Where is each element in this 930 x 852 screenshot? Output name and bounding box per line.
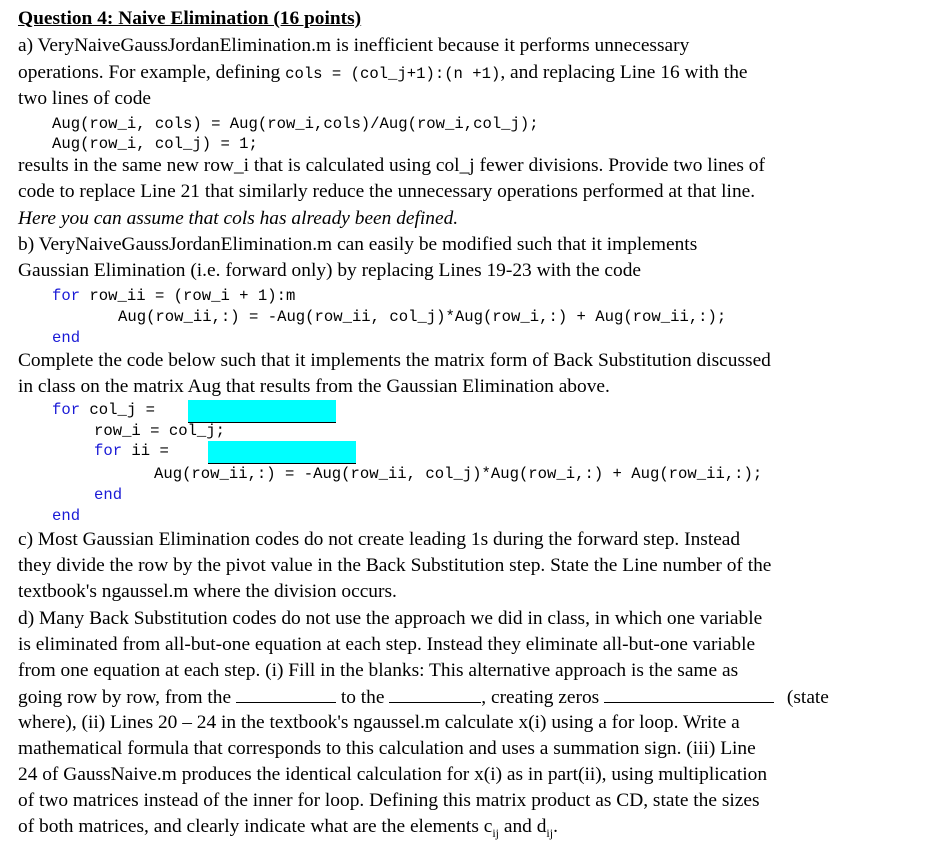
subscript-c-ij: ij (492, 825, 499, 840)
code-line-aug-one: Aug(row_i, col_j) = 1; (52, 135, 258, 153)
part-d-line-4-text-c: , creating zeros (481, 687, 600, 708)
code-keyword-for-inner: for (94, 442, 123, 460)
part-a-line-1: a) VeryNaiveGaussJordanElimination.m is inefficient because it performs unnecessary (18, 35, 690, 56)
part-a-line-2-text-end: , and replacing Line 16 with the (500, 62, 748, 83)
code-for-col-j (52, 400, 155, 421)
part-c-line-1: c) Most Gaussian Elimination codes do not create leading 1s during the forward step. Instead (18, 529, 741, 550)
part-d-line-9-text-c: . (553, 816, 558, 837)
part-d-line-2: is eliminated from all-but-one equation at each step. Instead they eliminate all-but-one variable (18, 634, 756, 655)
part-a-line-2-text: operations. For example, defining (18, 62, 286, 83)
code-row-i-assign: row_i = col_j; (94, 422, 226, 440)
part-d-line-9-text-a: of both matrices, and clearly indicate what are the elements c (18, 816, 493, 837)
part-d-line-5: where), (ii) Lines 20 – 24 in the textbook's ngaussel.m calculate x(i) using a for loop. Write a (18, 712, 740, 733)
subscript-d-ij: ij (546, 825, 554, 840)
part-d-line-6: mathematical formula that corresponds to this calculation and uses a summation sign. (iii) Line (18, 738, 756, 759)
part-d-line-9-text-b: and d (499, 816, 547, 837)
code-end-outer: end (52, 507, 81, 525)
fill-blank-from[interactable] (236, 684, 336, 703)
part-d-line-4 (18, 684, 829, 711)
code-for-ii-rest: ii = (122, 442, 169, 460)
code-keyword-for: for (52, 287, 81, 305)
part-c-line-2: they divide the row by the pivot value in the Back Substitution step. State the Line number of the (18, 555, 772, 576)
fill-blank-col-j-range[interactable] (188, 400, 336, 423)
code-for-col-j-rest: col_j = (80, 401, 155, 419)
part-d-line-8: of two matrices instead of the inner for loop. Defining this matrix product as CD, state the sizes (18, 790, 760, 811)
part-d-line-1: d) Many Back Substitution codes do not use the approach we did in class, in which one variable (18, 608, 763, 629)
fill-blank-ii-range[interactable] (208, 441, 356, 464)
code-elimination-body: Aug(row_ii,:) = -Aug(row_ii, col_j)*Aug(row_i,:) + Aug(row_ii,:); (118, 308, 727, 326)
fill-blank-to[interactable] (389, 684, 481, 703)
part-a-note: Here you can assume that cols has already been defined. (18, 208, 459, 229)
fill-blank-where[interactable] (604, 684, 774, 703)
part-b-line-3: Complete the code below such that it implements the matrix form of Back Substitution discussed (18, 350, 771, 371)
part-b-line-2: Gaussian Elimination (i.e. forward only) by replacing Lines 19-23 with the code (18, 260, 642, 281)
inline-code-cols: cols = (col_j+1):(n +1) (285, 65, 501, 83)
part-d-line-3: from one equation at each step. (i) Fill in the blanks: This alternative approach is the same as (18, 660, 739, 681)
code-end-inner: end (94, 486, 123, 504)
code-for-row-ii-rest: row_ii = (row_i + 1):m (80, 287, 296, 305)
part-a-line-2 (18, 60, 748, 87)
code-for-ii (94, 441, 169, 462)
part-b-line-1: b) VeryNaiveGaussJordanElimination.m can easily be modified such that it implements (18, 234, 698, 255)
part-d-line-7: 24 of GaussNaive.m produces the identical calculation for x(i) as in part(ii), using multiplication (18, 764, 768, 785)
code-for-row-ii (52, 286, 295, 307)
code-end: end (52, 329, 81, 347)
code-line-aug-divide: Aug(row_i, cols) = Aug(row_i,cols)/Aug(row_i,col_j); (52, 115, 539, 133)
question-title: Question 4: Naive Elimination (16 points) (18, 8, 362, 29)
code-keyword-for-outer: for (52, 401, 81, 419)
part-a-line-4: results in the same new row_i that is calculated using col_j fewer divisions. Provide two lines of (18, 155, 765, 176)
part-c-line-3: textbook's ngaussel.m where the division occurs. (18, 581, 397, 602)
part-a-line-5: code to replace Line 21 that similarly reduce the unnecessary operations performed at that line. (18, 181, 756, 202)
part-d-line-9 (18, 814, 558, 846)
part-d-line-4-text-a: going row by row, from the (18, 687, 232, 708)
part-a-line-3: two lines of code (18, 88, 152, 109)
part-b-line-4: in class on the matrix Aug that results from the Gaussian Elimination above. (18, 376, 610, 397)
part-d-line-4-text-b: to the (340, 687, 385, 708)
code-backsub-body: Aug(row_ii,:) = -Aug(row_ii, col_j)*Aug(row_i,:) + Aug(row_ii,:); (154, 465, 763, 483)
part-d-line-4-text-d: (state (786, 687, 829, 708)
